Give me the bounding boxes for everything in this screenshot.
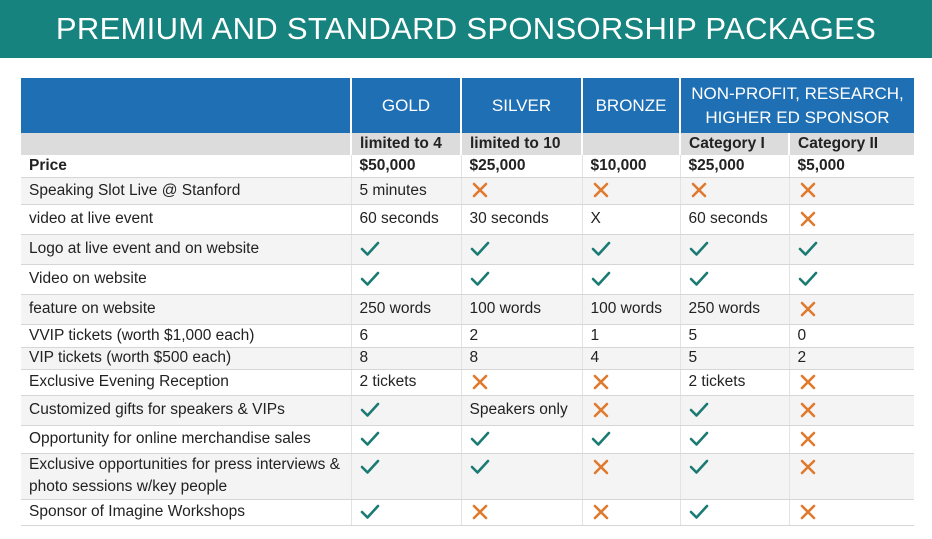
check-icon bbox=[360, 401, 380, 419]
not-included-cell bbox=[582, 369, 680, 395]
page-title: PREMIUM AND STANDARD SPONSORSHIP PACKAGES bbox=[0, 0, 932, 58]
included-cell bbox=[461, 264, 582, 294]
row-label: Video on website bbox=[21, 264, 351, 294]
check-icon bbox=[689, 270, 709, 288]
value-cell: $10,000 bbox=[582, 155, 680, 177]
included-cell bbox=[680, 234, 789, 264]
row-label: video at live event bbox=[21, 204, 351, 234]
value-cell: $50,000 bbox=[351, 155, 461, 177]
check-icon bbox=[591, 240, 611, 258]
value-cell: 250 words bbox=[351, 294, 461, 324]
check-icon bbox=[689, 430, 709, 448]
value-cell: 2 bbox=[789, 347, 914, 369]
cross-icon bbox=[798, 401, 818, 419]
included-cell bbox=[461, 453, 582, 499]
check-icon bbox=[360, 458, 380, 476]
row-label: Exclusive opportunities for press interviews & photo sessions w/key people bbox=[21, 453, 351, 499]
included-cell bbox=[351, 234, 461, 264]
cross-icon bbox=[591, 458, 611, 476]
value-cell: 5 minutes bbox=[351, 177, 461, 204]
row-label: VVIP tickets (worth $1,000 each) bbox=[21, 324, 351, 347]
table-row bbox=[21, 369, 914, 395]
cross-icon bbox=[798, 300, 818, 318]
table-row bbox=[21, 425, 914, 453]
value-cell: 100 words bbox=[461, 294, 582, 324]
value-cell: 2 bbox=[461, 324, 582, 347]
included-cell bbox=[680, 395, 789, 425]
cross-icon bbox=[591, 181, 611, 199]
value-cell: $25,000 bbox=[461, 155, 582, 177]
value-cell: 2 tickets bbox=[680, 369, 789, 395]
included-cell bbox=[582, 234, 680, 264]
value-cell: 250 words bbox=[680, 294, 789, 324]
not-included-cell bbox=[789, 395, 914, 425]
not-included-cell bbox=[461, 499, 582, 525]
not-included-cell bbox=[789, 294, 914, 324]
check-icon bbox=[470, 240, 490, 258]
cross-icon bbox=[470, 373, 490, 391]
value-cell: 60 seconds bbox=[680, 204, 789, 234]
included-cell bbox=[461, 425, 582, 453]
bronze-limit-label bbox=[582, 133, 680, 155]
included-cell bbox=[680, 499, 789, 525]
not-included-cell bbox=[461, 177, 582, 204]
not-included-cell bbox=[582, 453, 680, 499]
cross-icon bbox=[798, 210, 818, 228]
value-cell: 6 bbox=[351, 324, 461, 347]
included-cell bbox=[351, 395, 461, 425]
included-cell bbox=[789, 264, 914, 294]
cross-icon bbox=[798, 430, 818, 448]
included-cell bbox=[789, 234, 914, 264]
value-cell: 4 bbox=[582, 347, 680, 369]
table-row bbox=[21, 324, 914, 347]
value-cell: 2 tickets bbox=[351, 369, 461, 395]
included-cell bbox=[680, 453, 789, 499]
value-cell: 100 words bbox=[582, 294, 680, 324]
cross-icon bbox=[591, 373, 611, 391]
row-label: Sponsor of Imagine Workshops bbox=[21, 499, 351, 525]
value-cell: X bbox=[582, 204, 680, 234]
value-cell: 60 seconds bbox=[351, 204, 461, 234]
not-included-cell bbox=[680, 177, 789, 204]
row-label: Customized gifts for speakers & VIPs bbox=[21, 395, 351, 425]
not-included-cell bbox=[582, 177, 680, 204]
gold-limit-label: limited to 4 bbox=[351, 133, 461, 155]
check-icon bbox=[360, 240, 380, 258]
check-icon bbox=[798, 240, 818, 258]
included-cell bbox=[351, 453, 461, 499]
check-icon bbox=[689, 458, 709, 476]
silver-limit-label: limited to 10 bbox=[461, 133, 582, 155]
row-label: Price bbox=[21, 155, 351, 177]
not-included-cell bbox=[789, 369, 914, 395]
table-row bbox=[21, 155, 914, 177]
check-icon bbox=[591, 270, 611, 288]
tier-gold-header: GOLD bbox=[351, 78, 461, 133]
check-icon bbox=[360, 503, 380, 521]
value-cell: 5 bbox=[680, 347, 789, 369]
not-included-cell bbox=[789, 425, 914, 453]
check-icon bbox=[360, 270, 380, 288]
value-cell: 8 bbox=[461, 347, 582, 369]
table-row bbox=[21, 204, 914, 234]
included-cell bbox=[582, 264, 680, 294]
table-row bbox=[21, 234, 914, 264]
included-cell bbox=[582, 425, 680, 453]
not-included-cell bbox=[789, 177, 914, 204]
tier-bronze-header: BRONZE bbox=[582, 78, 680, 133]
category-one-label: Category I bbox=[680, 133, 789, 155]
row-label: VIP tickets (worth $500 each) bbox=[21, 347, 351, 369]
subheader-blank-cell bbox=[21, 133, 351, 155]
row-label: Logo at live event and on website bbox=[21, 234, 351, 264]
value-cell: 8 bbox=[351, 347, 461, 369]
not-included-cell bbox=[582, 499, 680, 525]
value-cell: Speakers only bbox=[461, 395, 582, 425]
cross-icon bbox=[689, 181, 709, 199]
value-cell: 5 bbox=[680, 324, 789, 347]
table-row bbox=[21, 177, 914, 204]
check-icon bbox=[689, 401, 709, 419]
table-row bbox=[21, 395, 914, 425]
row-label: Opportunity for online merchandise sales bbox=[21, 425, 351, 453]
category-two-label: Category II bbox=[789, 133, 914, 155]
included-cell bbox=[680, 264, 789, 294]
table-row bbox=[21, 499, 914, 525]
row-label: Speaking Slot Live @ Stanford bbox=[21, 177, 351, 204]
included-cell bbox=[680, 425, 789, 453]
value-cell: 1 bbox=[582, 324, 680, 347]
included-cell bbox=[461, 234, 582, 264]
value-cell: 0 bbox=[789, 324, 914, 347]
not-included-cell bbox=[789, 499, 914, 525]
cross-icon bbox=[798, 458, 818, 476]
cross-icon bbox=[798, 503, 818, 521]
row-label: feature on website bbox=[21, 294, 351, 324]
tier-silver-header: SILVER bbox=[461, 78, 582, 133]
check-icon bbox=[470, 270, 490, 288]
value-cell: 30 seconds bbox=[461, 204, 582, 234]
table-row bbox=[21, 347, 914, 369]
not-included-cell bbox=[461, 369, 582, 395]
cross-icon bbox=[798, 181, 818, 199]
table-row bbox=[21, 264, 914, 294]
table-row bbox=[21, 294, 914, 324]
value-cell: $5,000 bbox=[789, 155, 914, 177]
check-icon bbox=[798, 270, 818, 288]
tier-header-row bbox=[21, 78, 914, 133]
check-icon bbox=[689, 240, 709, 258]
included-cell bbox=[351, 425, 461, 453]
tier-subheader-row bbox=[21, 133, 914, 155]
included-cell bbox=[351, 499, 461, 525]
not-included-cell bbox=[789, 453, 914, 499]
check-icon bbox=[591, 430, 611, 448]
tier-nonprofit-header: NON-PROFIT, RESEARCH, HIGHER ED SPONSOR bbox=[680, 78, 914, 133]
check-icon bbox=[689, 503, 709, 521]
sponsorship-table-container bbox=[21, 78, 914, 526]
check-icon bbox=[470, 458, 490, 476]
sponsorship-table bbox=[21, 78, 914, 526]
check-icon bbox=[470, 430, 490, 448]
cross-icon bbox=[591, 503, 611, 521]
cross-icon bbox=[470, 503, 490, 521]
value-cell: $25,000 bbox=[680, 155, 789, 177]
cross-icon bbox=[470, 181, 490, 199]
cross-icon bbox=[798, 373, 818, 391]
check-icon bbox=[360, 430, 380, 448]
table-row bbox=[21, 453, 914, 499]
not-included-cell bbox=[789, 204, 914, 234]
table-body bbox=[21, 155, 914, 525]
included-cell bbox=[351, 264, 461, 294]
not-included-cell bbox=[582, 395, 680, 425]
cross-icon bbox=[591, 401, 611, 419]
header-blank-cell bbox=[21, 78, 351, 133]
row-label: Exclusive Evening Reception bbox=[21, 369, 351, 395]
